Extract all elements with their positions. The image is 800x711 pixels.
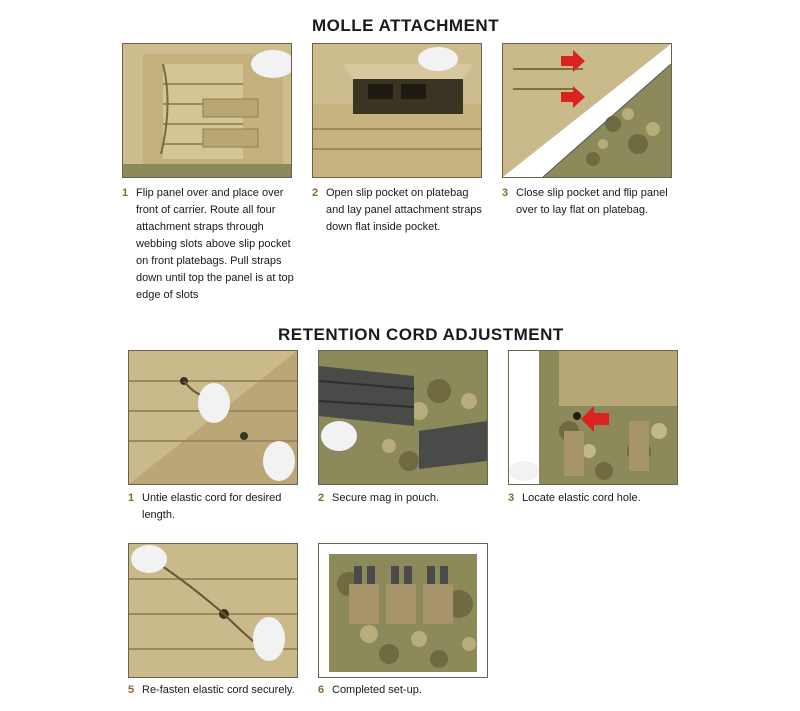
molle-step-1-caption: 1 Flip panel over and place over front of carrier. Route all four attachment straps through webbing slots above slip pocket on front platebags. Pull straps down until top the panel is at top edge of slots: [122, 187, 294, 301]
molle-step-3-photo: [502, 43, 672, 178]
retention-section-title: RETENTION CORD ADJUSTMENT: [278, 325, 564, 344]
retention-step-2-caption: 2 Secure mag in pouch.: [318, 492, 440, 504]
retention-step-2-photo: [318, 350, 488, 485]
molle-step-3-caption: 3 Close slip pocket and flip panel over to lay flat on platebag.: [502, 187, 668, 216]
retention-step-6-photo: [318, 543, 488, 678]
retention-step-1-photo: [128, 350, 298, 485]
retention-step-1-caption: 1 Untie elastic cord for desired length.: [128, 492, 282, 521]
retention-step-3-caption: 3 Locate elastic cord hole.: [508, 492, 641, 504]
molle-section-title: MOLLE ATTACHMENT: [312, 16, 500, 35]
retention-step-5-photo: [128, 543, 298, 678]
molle-step-2-photo: [312, 43, 482, 178]
retention-step-6-caption: 6 Completed set-up.: [318, 684, 422, 696]
retention-step-5-caption: 5 Re-fasten elastic cord securely.: [128, 684, 295, 696]
retention-step-3-photo: [508, 350, 678, 485]
molle-step-1-photo: [122, 43, 292, 178]
molle-step-2-caption: 2 Open slip pocket on platebag and lay panel attachment straps down flat inside pocket.: [312, 187, 482, 233]
